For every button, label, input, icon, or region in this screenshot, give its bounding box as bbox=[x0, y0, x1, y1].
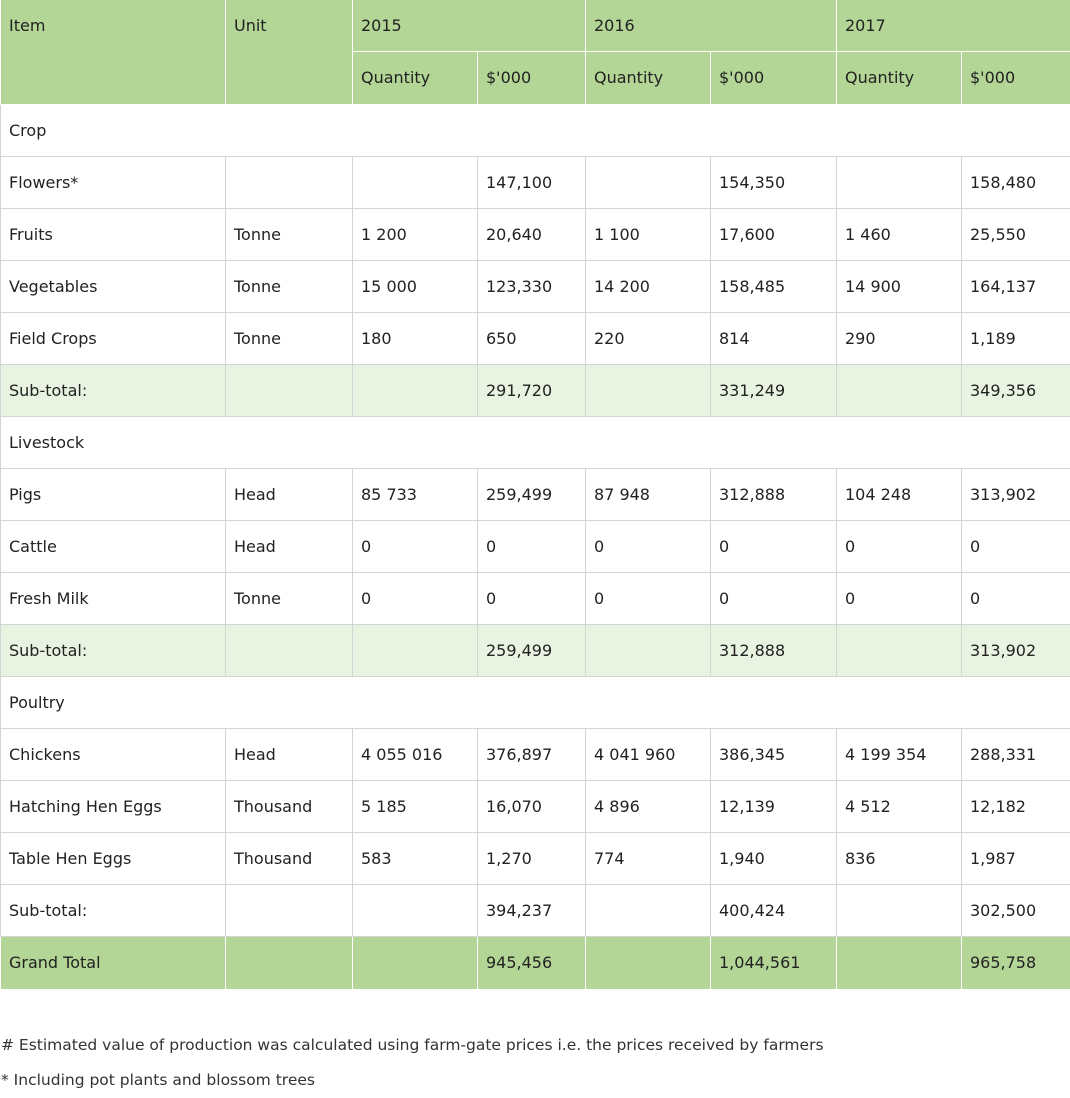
header-value: $'000 bbox=[711, 51, 837, 104]
value-cell: 394,237 bbox=[478, 884, 586, 936]
quantity-cell: 0 bbox=[353, 572, 478, 624]
quantity-cell: 5 185 bbox=[353, 780, 478, 832]
value-cell: 814 bbox=[711, 312, 837, 364]
quantity-cell bbox=[837, 624, 962, 676]
quantity-cell: 14 200 bbox=[586, 260, 711, 312]
quantity-cell: 14 900 bbox=[837, 260, 962, 312]
value-cell: 0 bbox=[711, 572, 837, 624]
header-year-2016: 2016 bbox=[586, 0, 837, 51]
category-label: Poultry bbox=[1, 676, 1070, 728]
header-unit: Unit bbox=[226, 0, 353, 104]
category-row bbox=[1, 416, 1070, 468]
quantity-cell: 1 200 bbox=[353, 208, 478, 260]
value-cell: 400,424 bbox=[711, 884, 837, 936]
item-cell: Fresh Milk bbox=[1, 572, 226, 624]
header-item: Item bbox=[1, 0, 226, 104]
value-cell: 16,070 bbox=[478, 780, 586, 832]
subtotal-label: Sub-total: bbox=[1, 624, 226, 676]
quantity-cell: 836 bbox=[837, 832, 962, 884]
unit-cell bbox=[226, 364, 353, 416]
category-row bbox=[1, 104, 1070, 156]
subtotal-row bbox=[1, 884, 1070, 936]
quantity-cell bbox=[586, 156, 711, 208]
quantity-cell: 774 bbox=[586, 832, 711, 884]
value-cell: 0 bbox=[478, 572, 586, 624]
item-cell: Field Crops bbox=[1, 312, 226, 364]
quantity-cell: 583 bbox=[353, 832, 478, 884]
quantity-cell bbox=[837, 364, 962, 416]
quantity-cell: 0 bbox=[837, 520, 962, 572]
table-row bbox=[1, 832, 1070, 884]
unit-cell: Tonne bbox=[226, 572, 353, 624]
item-cell: Hatching Hen Eggs bbox=[1, 780, 226, 832]
category-label: Livestock bbox=[1, 416, 1070, 468]
quantity-cell: 0 bbox=[586, 520, 711, 572]
unit-cell bbox=[226, 884, 353, 936]
value-cell: 25,550 bbox=[962, 208, 1070, 260]
quantity-cell: 1 100 bbox=[586, 208, 711, 260]
value-cell: 20,640 bbox=[478, 208, 586, 260]
table-row bbox=[1, 208, 1070, 260]
value-cell: 0 bbox=[962, 572, 1070, 624]
table-row bbox=[1, 728, 1070, 780]
quantity-cell bbox=[837, 156, 962, 208]
value-cell: 288,331 bbox=[962, 728, 1070, 780]
subtotal-label: Sub-total: bbox=[1, 364, 226, 416]
quantity-cell: 0 bbox=[837, 572, 962, 624]
table-row bbox=[1, 468, 1070, 520]
value-cell: 259,499 bbox=[478, 624, 586, 676]
quantity-cell: 0 bbox=[586, 572, 711, 624]
value-cell: 331,249 bbox=[711, 364, 837, 416]
value-cell: 386,345 bbox=[711, 728, 837, 780]
category-row bbox=[1, 676, 1070, 728]
unit-cell: Thousand bbox=[226, 780, 353, 832]
subtotal-row bbox=[1, 364, 1070, 416]
quantity-cell: 220 bbox=[586, 312, 711, 364]
value-cell: 0 bbox=[711, 520, 837, 572]
quantity-cell bbox=[586, 364, 711, 416]
value-cell: 17,600 bbox=[711, 208, 837, 260]
value-cell: 312,888 bbox=[711, 468, 837, 520]
table-row bbox=[1, 312, 1070, 364]
quantity-cell bbox=[353, 156, 478, 208]
category-label: Crop bbox=[1, 104, 1070, 156]
table-row bbox=[1, 520, 1070, 572]
quantity-cell: 1 460 bbox=[837, 208, 962, 260]
unit-cell: Thousand bbox=[226, 832, 353, 884]
value-cell: 1,940 bbox=[711, 832, 837, 884]
table-row bbox=[1, 156, 1070, 208]
value-cell: 154,350 bbox=[711, 156, 837, 208]
value-cell: 0 bbox=[478, 520, 586, 572]
unit-cell: Tonne bbox=[226, 260, 353, 312]
quantity-cell: 290 bbox=[837, 312, 962, 364]
unit-cell: Head bbox=[226, 728, 353, 780]
value-cell: 945,456 bbox=[478, 936, 586, 989]
quantity-cell: 87 948 bbox=[586, 468, 711, 520]
quantity-cell: 85 733 bbox=[353, 468, 478, 520]
grand-total-label: Grand Total bbox=[1, 936, 226, 989]
unit-cell: Tonne bbox=[226, 312, 353, 364]
value-cell: 123,330 bbox=[478, 260, 586, 312]
value-cell: 312,888 bbox=[711, 624, 837, 676]
value-cell: 1,189 bbox=[962, 312, 1070, 364]
header-quantity: Quantity bbox=[837, 51, 962, 104]
item-cell: Pigs bbox=[1, 468, 226, 520]
quantity-cell: 4 041 960 bbox=[586, 728, 711, 780]
quantity-cell bbox=[837, 936, 962, 989]
quantity-cell bbox=[353, 936, 478, 989]
table-row bbox=[1, 260, 1070, 312]
quantity-cell bbox=[586, 884, 711, 936]
value-cell: 313,902 bbox=[962, 624, 1070, 676]
value-cell: 12,182 bbox=[962, 780, 1070, 832]
unit-cell: Head bbox=[226, 468, 353, 520]
quantity-cell: 104 248 bbox=[837, 468, 962, 520]
value-cell: 1,270 bbox=[478, 832, 586, 884]
subtotal-label: Sub-total: bbox=[1, 884, 226, 936]
header-quantity: Quantity bbox=[353, 51, 478, 104]
value-cell: 12,139 bbox=[711, 780, 837, 832]
value-cell: 376,897 bbox=[478, 728, 586, 780]
footnote-estimation: # Estimated value of production was calculated using farm-gate prices i.e. the prices received by farmers bbox=[1, 1028, 1070, 1063]
table-row bbox=[1, 780, 1070, 832]
value-cell: 0 bbox=[962, 520, 1070, 572]
value-cell: 1,044,561 bbox=[711, 936, 837, 989]
header-value: $'000 bbox=[962, 51, 1070, 104]
value-cell: 164,137 bbox=[962, 260, 1070, 312]
quantity-cell: 4 199 354 bbox=[837, 728, 962, 780]
header-quantity: Quantity bbox=[586, 51, 711, 104]
item-cell: Table Hen Eggs bbox=[1, 832, 226, 884]
header-value: $'000 bbox=[478, 51, 586, 104]
footnotes bbox=[0, 1028, 1070, 1098]
footnote-flowers: * Including pot plants and blossom trees bbox=[1, 1063, 1070, 1098]
item-cell: Cattle bbox=[1, 520, 226, 572]
quantity-cell: 4 896 bbox=[586, 780, 711, 832]
value-cell: 313,902 bbox=[962, 468, 1070, 520]
unit-cell: Head bbox=[226, 520, 353, 572]
header-year-2017: 2017 bbox=[837, 0, 1070, 51]
quantity-cell bbox=[837, 884, 962, 936]
table-row bbox=[1, 572, 1070, 624]
unit-cell bbox=[226, 624, 353, 676]
header-row-years bbox=[1, 0, 1070, 51]
quantity-cell: 0 bbox=[353, 520, 478, 572]
value-cell: 158,480 bbox=[962, 156, 1070, 208]
quantity-cell bbox=[586, 936, 711, 989]
value-cell: 302,500 bbox=[962, 884, 1070, 936]
subtotal-row bbox=[1, 624, 1070, 676]
item-cell: Chickens bbox=[1, 728, 226, 780]
quantity-cell: 4 512 bbox=[837, 780, 962, 832]
value-cell: 291,720 bbox=[478, 364, 586, 416]
item-cell: Flowers* bbox=[1, 156, 226, 208]
value-cell: 650 bbox=[478, 312, 586, 364]
quantity-cell bbox=[353, 364, 478, 416]
value-cell: 158,485 bbox=[711, 260, 837, 312]
quantity-cell bbox=[353, 884, 478, 936]
quantity-cell bbox=[353, 624, 478, 676]
value-cell: 1,987 bbox=[962, 832, 1070, 884]
grand-total-row bbox=[1, 936, 1070, 989]
item-cell: Fruits bbox=[1, 208, 226, 260]
unit-cell: Tonne bbox=[226, 208, 353, 260]
table-body bbox=[1, 104, 1070, 989]
quantity-cell bbox=[586, 624, 711, 676]
unit-cell bbox=[226, 156, 353, 208]
value-cell: 349,356 bbox=[962, 364, 1070, 416]
value-cell: 965,758 bbox=[962, 936, 1070, 989]
quantity-cell: 180 bbox=[353, 312, 478, 364]
item-cell: Vegetables bbox=[1, 260, 226, 312]
quantity-cell: 15 000 bbox=[353, 260, 478, 312]
header-year-2015: 2015 bbox=[353, 0, 586, 51]
quantity-cell: 4 055 016 bbox=[353, 728, 478, 780]
value-cell: 259,499 bbox=[478, 468, 586, 520]
unit-cell bbox=[226, 936, 353, 989]
value-cell: 147,100 bbox=[478, 156, 586, 208]
